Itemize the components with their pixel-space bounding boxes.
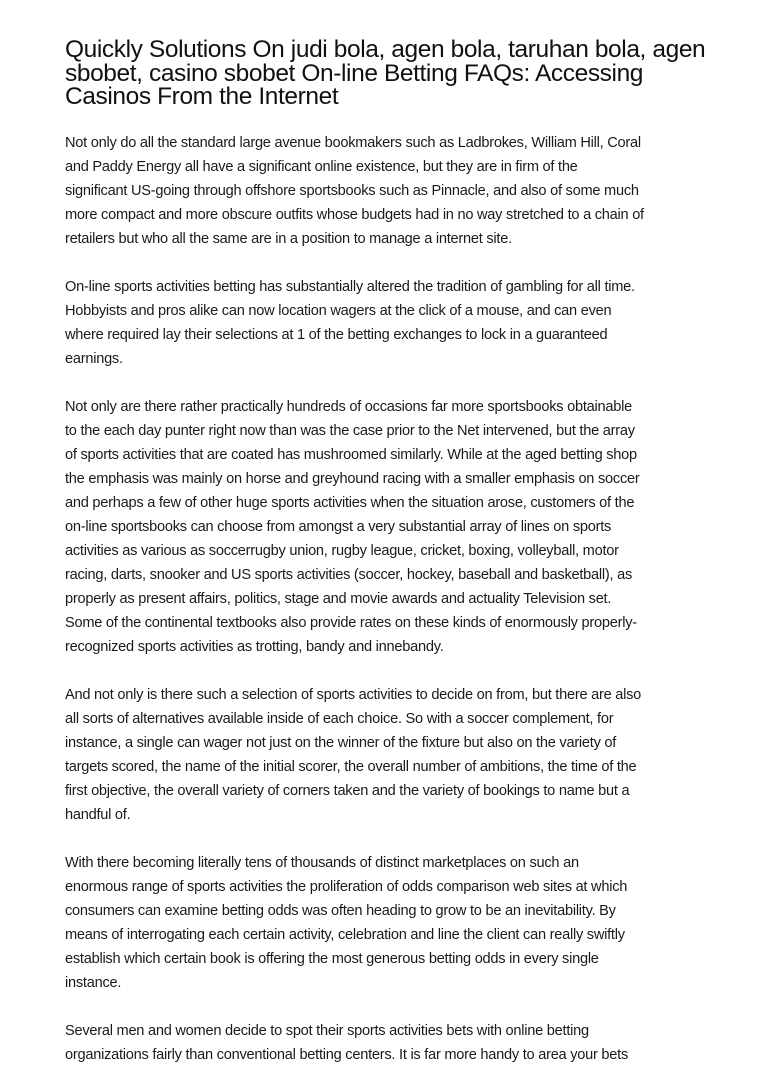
paragraph-line: and perhaps a few of other huge sports activities when the situation arose, customers of the — [65, 494, 635, 511]
paragraph-line: consumers can examine betting odds was often heading to grow to be an inevitability. By — [65, 902, 616, 919]
paragraph-line: significant US-going through offshore sportsbooks such as Pinnacle, and also of some much — [65, 182, 639, 199]
paragraph — [65, 1019, 725, 1067]
paragraph-line: more compact and more obscure outfits whose budgets had in no way stretched to a chain of — [65, 206, 644, 223]
paragraph — [65, 851, 725, 995]
paragraph-line: activities as various as soccerrugby union, rugby league, cricket, boxing, volleyball, motor — [65, 542, 619, 559]
paragraph-line: Some of the continental textbooks also provide rates on these kinds of enormously properly- — [65, 614, 637, 631]
paragraph-line: on-line sportsbooks can choose from amongst a very substantial array of lines on sports — [65, 518, 612, 535]
paragraph-line: and Paddy Energy all have a significant online existence, but they are in firm of the — [65, 158, 578, 175]
document-body — [65, 131, 725, 1067]
paragraph-line: properly as present affairs, politics, stage and movie awards and actuality Television set. — [65, 590, 612, 607]
paragraph-line: handful of. — [65, 806, 131, 823]
paragraph-line: Not only are there rather practically hundreds of occasions far more sportsbooks obtainable — [65, 398, 632, 415]
paragraph-line: Not only do all the standard large avenue bookmakers such as Ladbrokes, William Hill, Coral — [65, 134, 641, 151]
paragraph-line: establish which certain book is offering the most generous betting odds in every single — [65, 950, 599, 967]
paragraph — [65, 395, 725, 659]
paragraph-line: means of interrogating each certain activity, celebration and line the client can really swiftly — [65, 926, 625, 943]
paragraph-line: With there becoming literally tens of thousands of distinct marketplaces on such an — [65, 854, 579, 871]
paragraph-line: And not only is there such a selection of sports activities to decide on from, but there are also — [65, 686, 642, 703]
paragraph-line: retailers but who all the same are in a position to manage a internet site. — [65, 230, 512, 247]
paragraph-line: targets scored, the name of the initial scorer, the overall number of ambitions, the time of the — [65, 758, 637, 775]
paragraph-line: all sorts of alternatives available inside of each choice. So with a soccer complement, for — [65, 710, 614, 727]
paragraph-line: On-line sports activities betting has substantially altered the tradition of gambling for all time. — [65, 278, 635, 295]
paragraph-line: organizations fairly than conventional betting centers. It is far more handy to area your bets — [65, 1046, 629, 1063]
paragraph — [65, 131, 725, 251]
document-title — [65, 38, 725, 109]
paragraph-line: of sports activities that are coated has mushroomed similarly. While at the aged betting shop — [65, 446, 637, 463]
paragraph — [65, 275, 725, 371]
title-line: Quickly Solutions On judi bola, agen bola, taruhan bola, agen — [65, 36, 706, 63]
paragraph-line: where required lay their selections at 1 of the betting exchanges to lock in a guaranteed — [65, 326, 608, 343]
paragraph — [65, 683, 725, 827]
paragraph-line: Hobbyists and pros alike can now location wagers at the click of a mouse, and can even — [65, 302, 612, 319]
paragraph-line: instance, a single can wager not just on the winner of the fixture but also on the variety of — [65, 734, 617, 751]
paragraph-line: instance. — [65, 974, 122, 991]
paragraph-line: recognized sports activities as trotting, bandy and innebandy. — [65, 638, 444, 655]
paragraph-line: the emphasis was mainly on horse and greyhound racing with a smaller emphasis on soccer — [65, 470, 640, 487]
paragraph-line: Several men and women decide to spot their sports activities bets with online betting — [65, 1022, 589, 1039]
title-line: Casinos From the Internet — [65, 83, 339, 110]
paragraph-line: enormous range of sports activities the proliferation of odds comparison web sites at which — [65, 878, 628, 895]
document-page — [65, 38, 725, 1091]
paragraph-line: first objective, the overall variety of corners taken and the variety of bookings to name but a — [65, 782, 630, 799]
paragraph-line: to the each day punter right now than was the case prior to the Net intervened, but the array — [65, 422, 635, 439]
paragraph-line: racing, darts, snooker and US sports activities (soccer, hockey, baseball and basketball), as — [65, 566, 633, 583]
title-line: sbobet, casino sbobet On-line Betting FAQs: Accessing — [65, 59, 644, 87]
paragraph-line: earnings. — [65, 350, 123, 367]
